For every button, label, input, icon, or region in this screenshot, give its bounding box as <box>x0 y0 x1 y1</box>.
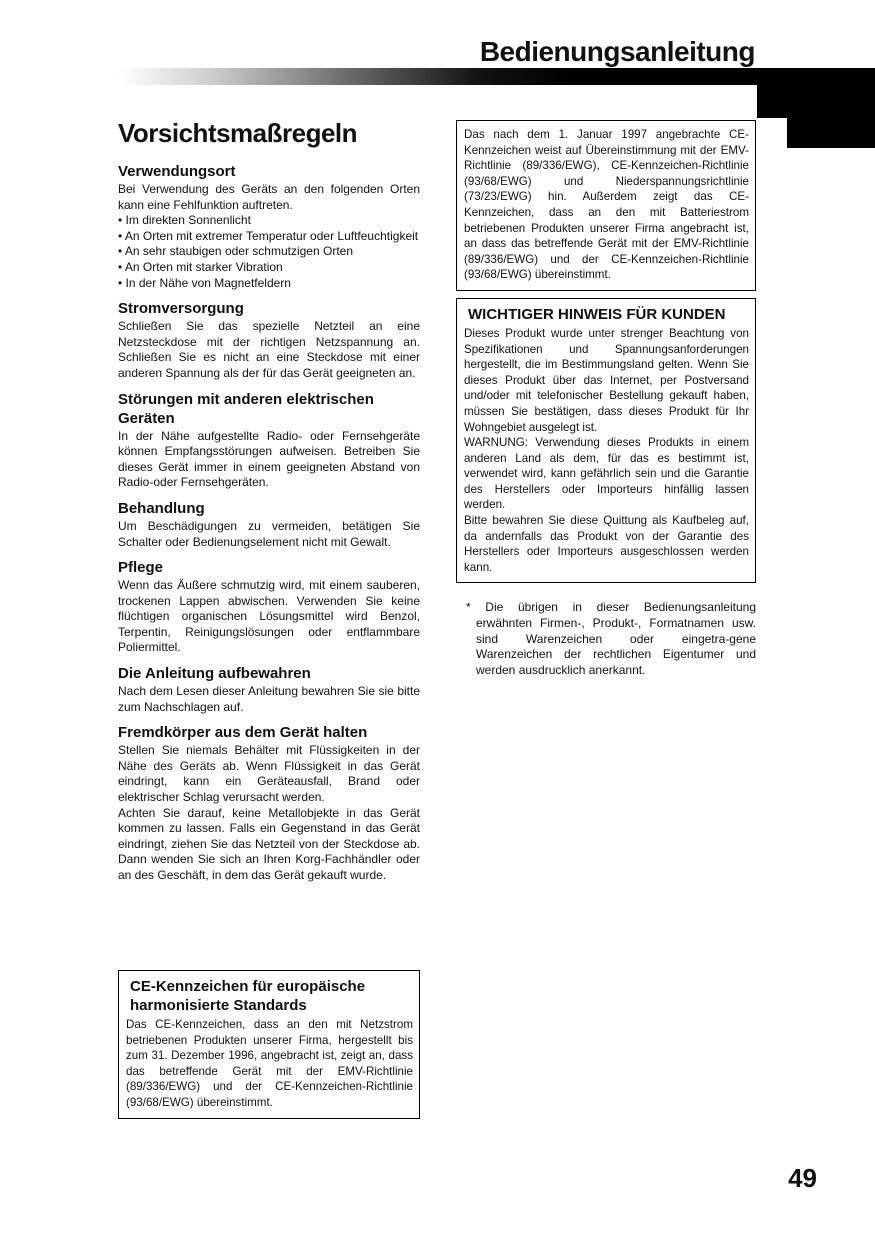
list-item: • In der Nähe von Magnetfeldern <box>118 275 291 290</box>
list-item: • An Orten mit extremer Temperatur oder Luftfeuchtigkeit <box>118 228 419 243</box>
heading-stoerungen: Störungen mit anderen elektrischen Geräten <box>118 390 374 427</box>
trademark-note <box>466 600 756 678</box>
heading-pflege: Pflege <box>118 559 164 577</box>
important-notice-box <box>456 298 756 584</box>
page-tab-marker-lower <box>787 118 875 148</box>
verwendungsort-intro: Bei Verwendung des Geräts an den folgenden Orten kann eine Fehlfunktion auftreten. <box>118 182 420 212</box>
heading-stromversorgung: Stromversorgung <box>118 300 244 318</box>
ce-box-right-text: Das nach dem 1. Januar 1997 angebrachte CE-Kennzeichen weist auf Übereinstimmung mit der EMV-Richtlinie (89/336/EWG), CE-Kennzeichen-Richtlinie (93/68/EWG) und Niederspannungsrichtlinie (73/23/EWG) hin. Außerdem zeigt das CE-Kennzeichen, dass an den mit Batteriestrom betriebenen Produkten unserer Firma angebracht ist, an dass das betreffende Gerät mit der EMV-Richtlinie (89/336/EWG) und der CE-Kennzeichen-Richtlinie (93/68/EWG) übereinstimmt. <box>464 128 749 282</box>
list-item: • An sehr staubigen oder schmutzigen Orten <box>118 244 354 259</box>
header-gradient-bar <box>118 68 875 85</box>
stromversorgung-text: Schließen Sie das spezielle Netzteil an eine Netzsteckdose mit der richtigen Netzspannung an. Schließen Sie es nicht an eine Steckdose mit einer anderen Spannung als der für das Gerät geeigneten an. <box>118 319 420 380</box>
heading-anleitung: Die Anleitung aufbewahren <box>118 665 311 683</box>
fremdkoerper-text-1: Stellen Sie niemals Behälter mit Flüssigkeiten in der Nähe des Geräts ab. Wenn Flüssigkeit in das Gerät eindringt, kann ein Geräteausfall, Brand oder elektrischer Schlag verursacht werden. <box>118 743 420 805</box>
fremdkoerper-text-2: Achten Sie darauf, keine Metallobjekte in das Gerät kommen zu lassen. Falls ein Gegenstand in das Gerät eindringt, ziehen Sie das Netzteil von der Steckdose ab. Dann wenden Sie sich an Ihren Korg-Fachhändler oder an des Geschäft, in dem das Gerät gekauft wurde. <box>118 805 420 882</box>
ce-mark-box-left <box>118 970 420 1119</box>
heading-behandlung: Behandlung <box>118 499 205 517</box>
notice-text-1: Dieses Produkt wurde unter strenger Beachtung von Spezifikationen und Spannungsanforderungen hergestellt, die im Bestimmungsland gelten. Wenn Sie dieses Produkt über das Internet, per Postversand und/oder mit telefonischer Bestellung gekauft haben, müssen Sie bestätigen, dass dieses Produkt für Ihr Wohngebiet ausgelegt ist. <box>464 326 749 434</box>
notice-heading: WICHTIGER HINWEIS FÜR KUNDEN <box>468 305 726 323</box>
behandlung-text: Um Beschädigungen zu vermeiden, betätigen Sie Schalter oder Bedienungselement nicht mit Gewalt. <box>118 518 420 549</box>
header-title: Bedienungsanleitung <box>479 36 755 67</box>
pflege-text: Wenn das Äußere schmutzig wird, mit einem sauberen, trockenen Lappen abwischen. Verwenden Sie keine flüchtigen organischen Lösungsmittel wird Benzol, Terpentin, Reinigungslösungen oder entflammbare Poliermittel. <box>118 578 420 655</box>
trademark-note-text: * Die übrigen in dieser Bedienungsanleitung erwähnten Firmen-, Produkt-, Formatnamen usw. sind Warenzeichen oder eingetra-gene Warenzeichen der rechtlichen Eigentumer und werden ausdrucklich anerkannt. <box>466 600 756 677</box>
stoerungen-text: In der Nähe aufgestellte Radio- oder Fernsehgeräte können Empfangsstörungen aufweisen. Betreiben Sie dieses Gerät immer in einem geeigneten Abstand von Radio-oder Fernsehgeräten. <box>118 428 420 490</box>
ce-box-heading: CE-Kennzeichen für europäische harmonisierte Standards <box>130 978 366 1014</box>
list-item: • Im direkten Sonnenlicht <box>118 213 251 228</box>
notice-text-3: Bitte bewahren Sie diese Quittung als Kaufbeleg auf, da andernfalls das Produkt von der Garantie des Herstellers oder Importeurs ausgeschlossen werden kann. <box>464 514 749 574</box>
page-title: Vorsichtsmaßregeln <box>118 118 358 148</box>
list-item: • An Orten mit starker Vibration <box>118 259 283 274</box>
anleitung-text: Nach dem Lesen dieser Anleitung bewahren Sie sie bitte zum Nachschlagen auf. <box>118 684 420 714</box>
heading-verwendungsort: Verwendungsort <box>118 163 236 180</box>
ce-mark-box-right <box>456 120 756 291</box>
left-column <box>118 116 420 884</box>
page-tab-marker <box>757 85 875 118</box>
notice-text-2: WARNUNG: Verwendung dieses Produkts in einem anderen Land als dem, für das es bestimmt ist, verwendet wird, kann gefährlich sein und die Garantie des Herstellers oder Importeurs hinfällig lassen werden. <box>464 436 749 512</box>
page-number: 49 <box>788 1163 817 1193</box>
heading-fremdkoerper: Fremdkörper aus dem Gerät halten <box>118 724 368 742</box>
ce-box-text: Das CE-Kennzeichen, dass an den mit Netzstrom betriebenen Produkten unserer Firma, hergestellt bis zum 31. Dezember 1996, angebracht ist, zeigt an, dass das betreffende Gerät mit der EMV-Richtlinie (89/336/EWG) und der CE-Kennzeichen-Richtlinie (93/68/EWG) übereinstimmt. <box>126 1018 413 1109</box>
right-column <box>456 120 756 678</box>
verwendungsort-list <box>118 213 420 291</box>
